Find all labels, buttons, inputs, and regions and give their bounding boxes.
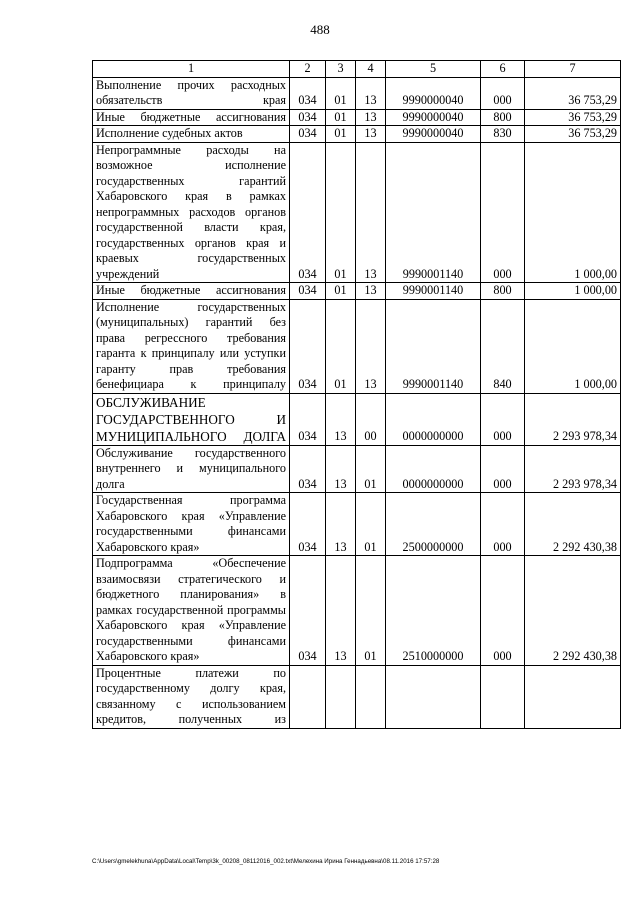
row-amount: 36 753,29 <box>525 77 621 109</box>
row-amount: 1 000,00 <box>525 142 621 283</box>
row-section-code: 01 <box>326 299 356 393</box>
row-name: Иные бюджетные ассигнования <box>93 109 290 126</box>
table-row <box>93 77 621 109</box>
table-row <box>93 126 621 143</box>
table-row <box>93 299 621 393</box>
row-expense-type: 000 <box>481 77 525 109</box>
row-target-item <box>386 665 481 728</box>
table-header-row <box>93 61 621 78</box>
row-amount: 36 753,29 <box>525 126 621 143</box>
row-ministry-code: 034 <box>290 283 326 300</box>
row-amount: 2 292 430,38 <box>525 556 621 666</box>
row-ministry-code: 034 <box>290 393 326 445</box>
row-section-code: 01 <box>326 283 356 300</box>
row-expense-type: 800 <box>481 109 525 126</box>
row-subsection-code: 01 <box>356 445 386 493</box>
row-expense-type: 000 <box>481 393 525 445</box>
row-section-code: 13 <box>326 445 356 493</box>
table-row <box>93 556 621 666</box>
budget-table <box>92 60 621 729</box>
row-target-item: 0000000000 <box>386 393 481 445</box>
row-expense-type: 830 <box>481 126 525 143</box>
row-target-item: 9990000040 <box>386 77 481 109</box>
header-col-2: 2 <box>290 61 326 78</box>
row-name: Подпрограмма «Обеспечение взаимосвязи стратегического и бюджетного планирования» в рамках государственной программы Хабаровского края «Управление государственными финансами Хабаровского края» <box>93 556 290 666</box>
row-subsection-code: 13 <box>356 126 386 143</box>
table-row <box>93 142 621 283</box>
row-subsection-code: 13 <box>356 77 386 109</box>
row-name: ОБСЛУЖИВАНИЕ ГОСУДАРСТВЕННОГО И МУНИЦИПАЛЬНОГО ДОЛГА <box>93 393 290 445</box>
row-target-item: 2510000000 <box>386 556 481 666</box>
row-amount: 1 000,00 <box>525 283 621 300</box>
row-name: Обслуживание государственного внутреннего и муниципального долга <box>93 445 290 493</box>
row-ministry-code: 034 <box>290 445 326 493</box>
row-name: Процентные платежи по государственному долгу края, связанному с использованием кредитов, полученных из <box>93 665 290 728</box>
row-target-item: 0000000000 <box>386 445 481 493</box>
row-expense-type <box>481 665 525 728</box>
row-expense-type: 000 <box>481 493 525 556</box>
row-subsection-code: 01 <box>356 493 386 556</box>
row-expense-type: 000 <box>481 142 525 283</box>
row-ministry-code: 034 <box>290 77 326 109</box>
row-expense-type: 000 <box>481 556 525 666</box>
table-row <box>93 109 621 126</box>
row-subsection-code: 13 <box>356 299 386 393</box>
row-target-item: 2500000000 <box>386 493 481 556</box>
row-target-item: 9990001140 <box>386 299 481 393</box>
row-ministry-code: 034 <box>290 299 326 393</box>
row-ministry-code <box>290 665 326 728</box>
header-col-1: 1 <box>93 61 290 78</box>
row-amount: 2 292 430,38 <box>525 493 621 556</box>
row-section-code <box>326 665 356 728</box>
row-name: Исполнение государственных (муниципальных) гарантий без права регрессного требования гаранта к принципалу или уступки гаранту прав требования бенефициара к принципалу <box>93 299 290 393</box>
row-amount: 1 000,00 <box>525 299 621 393</box>
row-expense-type: 800 <box>481 283 525 300</box>
header-col-3: 3 <box>326 61 356 78</box>
row-subsection-code: 01 <box>356 556 386 666</box>
row-ministry-code: 034 <box>290 126 326 143</box>
page-number: 488 <box>310 22 330 37</box>
row-subsection-code: 00 <box>356 393 386 445</box>
row-expense-type: 840 <box>481 299 525 393</box>
row-section-code: 01 <box>326 142 356 283</box>
row-section-code: 01 <box>326 77 356 109</box>
row-target-item: 9990000040 <box>386 109 481 126</box>
row-subsection-code <box>356 665 386 728</box>
table-row <box>93 445 621 493</box>
table-row <box>93 393 621 445</box>
row-ministry-code: 034 <box>290 493 326 556</box>
header-col-6: 6 <box>481 61 525 78</box>
row-name: Выполнение прочих расходных обязательств края <box>93 77 290 109</box>
row-section-code: 01 <box>326 126 356 143</box>
row-section-code: 13 <box>326 556 356 666</box>
file-path-footer: C:\Users\gmelekhuna\AppData\Local\Temp\3k_00208_08112016_002.txt\Мелехина Ирина Геннадьевна\08.11.2016 17:57:28 <box>92 858 440 865</box>
row-amount <box>525 665 621 728</box>
row-subsection-code: 13 <box>356 283 386 300</box>
table-row <box>93 665 621 728</box>
row-target-item: 9990000040 <box>386 126 481 143</box>
row-ministry-code: 034 <box>290 556 326 666</box>
row-section-code: 01 <box>326 109 356 126</box>
row-expense-type: 000 <box>481 445 525 493</box>
row-subsection-code: 13 <box>356 142 386 283</box>
row-section-code: 13 <box>326 393 356 445</box>
header-col-5: 5 <box>386 61 481 78</box>
row-name: Государственная программа Хабаровского края «Управление государственными финансами Хабаровского края» <box>93 493 290 556</box>
table-row <box>93 493 621 556</box>
table-row <box>93 283 621 300</box>
row-amount: 2 293 978,34 <box>525 445 621 493</box>
header-col-4: 4 <box>356 61 386 78</box>
row-name: Исполнение судебных актов <box>93 126 290 143</box>
row-section-code: 13 <box>326 493 356 556</box>
header-col-7: 7 <box>525 61 621 78</box>
row-target-item: 9990001140 <box>386 142 481 283</box>
row-name: Непрограммные расходы на возможное исполнение государственных гарантий Хабаровского края в рамках непрограммных расходов органов государственной власти края, государственных органов края и краевых государственных учреждений <box>93 142 290 283</box>
row-amount: 36 753,29 <box>525 109 621 126</box>
row-ministry-code: 034 <box>290 142 326 283</box>
row-ministry-code: 034 <box>290 109 326 126</box>
row-subsection-code: 13 <box>356 109 386 126</box>
row-target-item: 9990001140 <box>386 283 481 300</box>
row-amount: 2 293 978,34 <box>525 393 621 445</box>
row-name: Иные бюджетные ассигнования <box>93 283 290 300</box>
